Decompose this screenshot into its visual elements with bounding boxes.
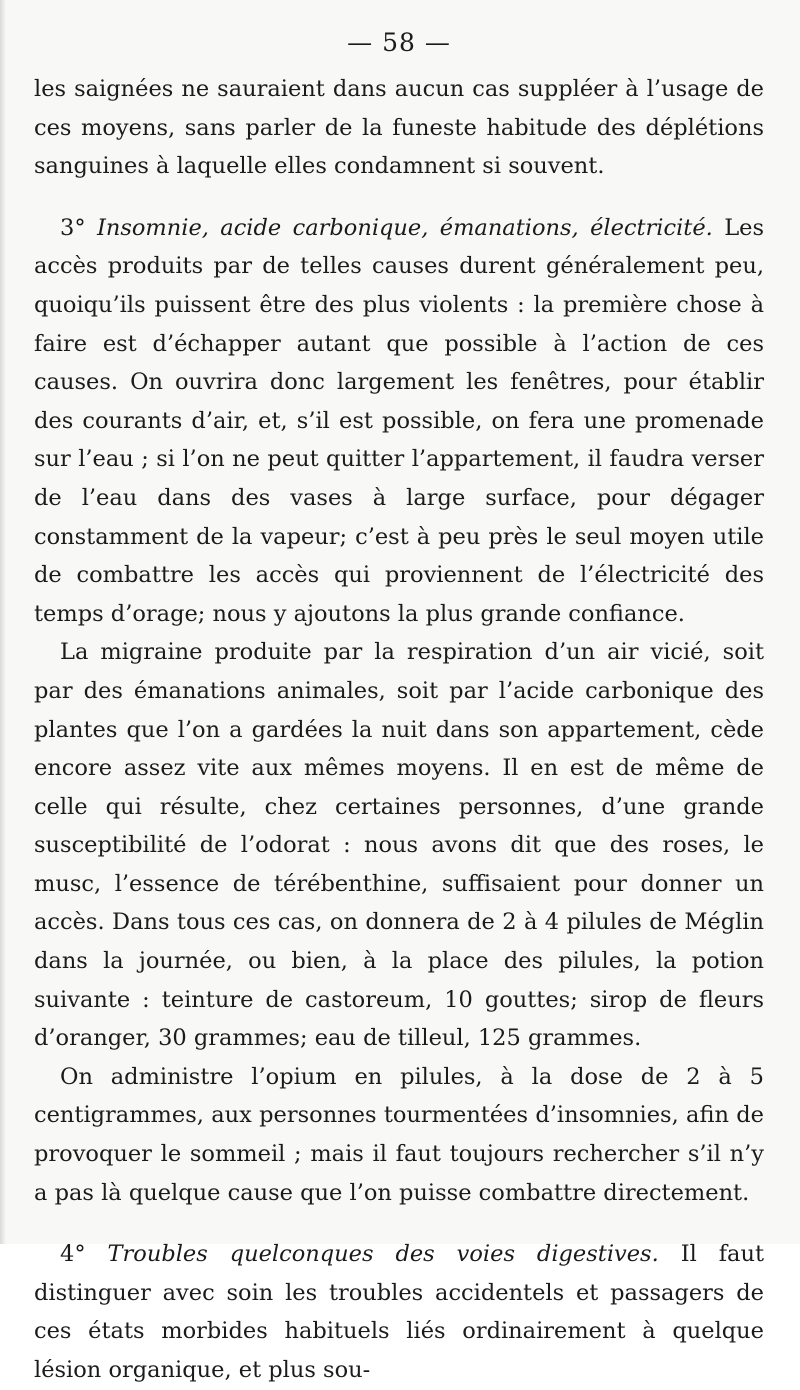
section-heading: Troubles quelconques des voies digestives. [107,1241,659,1268]
paragraph-text: les saignées ne sauraient dans aucun cas suppléer à l’usage de ces moyens, sans parler de la funeste habitude des déplétions sanguines à laquelle elles condamnent si souvent. [34,76,764,180]
paragraph-section-4 [34,1235,764,1389]
paragraph-text: On administre l’opium en pilules, à la dose de 2 à 5 centigrammes, aux personnes tourmentées d’insomnies, afin de provoquer le sommeil ; mais il faut toujours rechercher s’il n’y a pas là quelque cause que l’on puisse combattre directement. [34,1063,764,1206]
paragraph-section-3 [34,209,764,634]
paragraph-text: La migraine produite par la respiration d’un air vicié, soit par des émanations animales, soit par l’acide carbonique des plantes que l’on a gardées la nuit dans son appartement, cède encore assez vite aux mêmes moyens. Il en est de même de celle qui résulte, chez certaines personnes, d’une grande susceptibilité de l’odorat : nous avons dit que des roses, le musc, l’essence de térébenthine, suffisaient pour donner un accès. Dans tous ces cas, on donnera de 2 à 4 pilules de Méglin dans la journée, ou bien, à la place des pilules, la potion suivante : teinture de castoreum, 10 gouttes; sirop de fleurs d’oranger, 30 grammes; eau de tilleul, 125 grammes. [34,639,764,1052]
paragraph-opium [34,1058,764,1212]
paragraph-text: Il faut distinguer avec soin les troubles accidentels et passagers de ces états morbides habituels liés ordinairement à quelque lésion organique, et plus sou- [34,1241,765,1383]
section-number: 4° [60,1241,108,1268]
section-heading: Insomnie, acide carbonique, émanations, électricité. [96,214,713,241]
paragraph-continuation [34,70,764,186]
page-number: — 58 — [347,28,451,57]
paragraph-text: Les accès produits par de telles causes durent généralement peu, quoiqu’ils puissent être des plus violents : la première chose à faire est d’échapper autant que possible à l’action de ces causes. On ouvrira donc largement les fenêtres, pour établir des courants d’air, et, s’il est possible, on fera une promenade sur l’eau ; si l’on ne peut quitter l’appartement, il faudra verser de l’eau dans des vases à large surface, pour dégager constamment de la vapeur; c’est à peu près le seul moyen utile de combattre les accès qui proviennent de l’électricité des temps d’orage; nous y ajoutons la plus grande confiance. [34,214,764,627]
paragraph-migraine [34,633,764,1058]
section-number: 3° [60,214,97,241]
page-body [34,70,764,1390]
